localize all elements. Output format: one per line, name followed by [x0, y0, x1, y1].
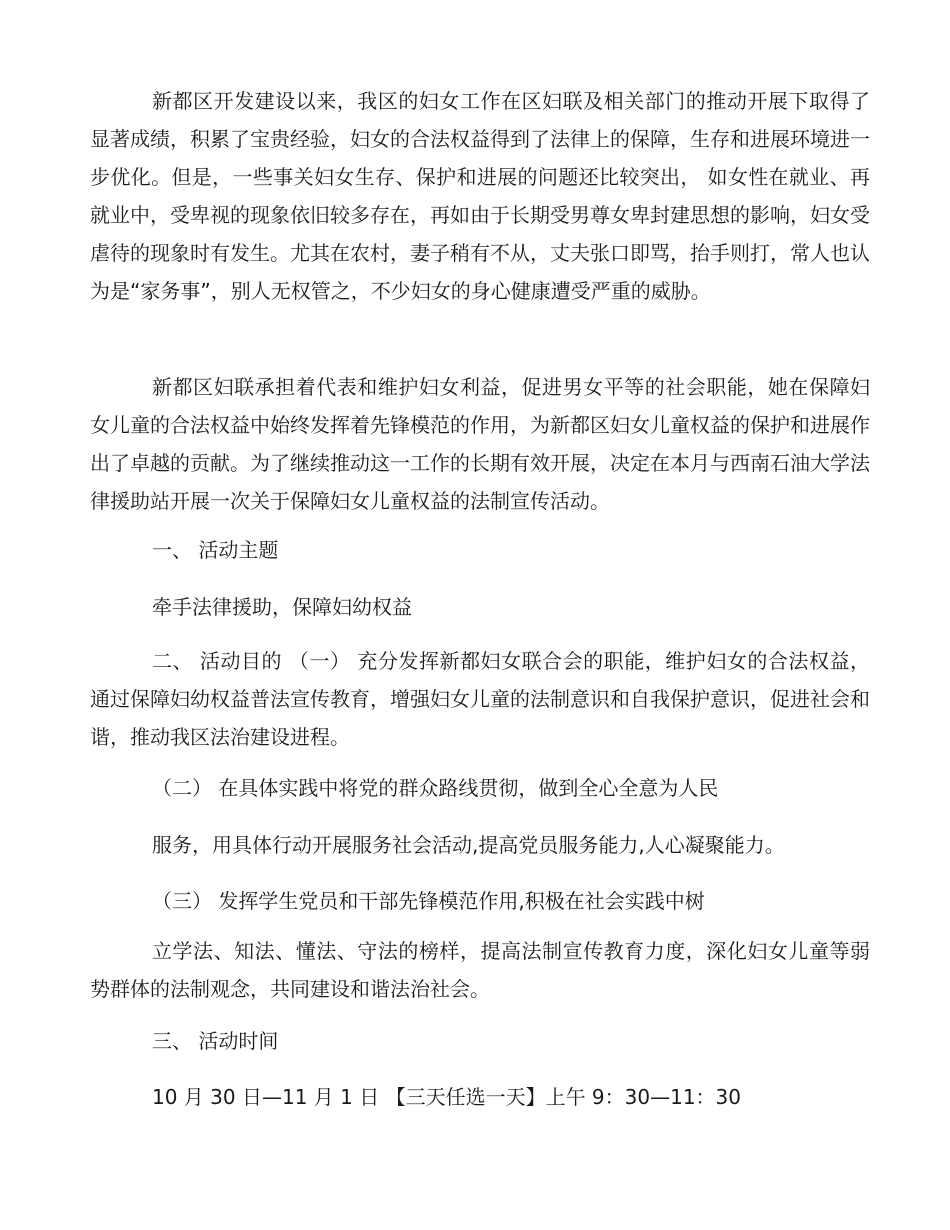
theme-text: 牵手法律援助，保障妇幼权益	[152, 595, 412, 619]
goal-three-line-2: 立学法、知法、懂法、守法的榜样，提高法制宣传教育力度，深化妇女儿童等弱势群体的法制观念，共同建设和谐法治社会。	[90, 939, 870, 1001]
activity-time-text: 10 月 30 日—11 月 1 日 【三天任选一天】上午 9：30—11：30	[152, 1085, 742, 1109]
goal-two-line-1: （二） 在具体实践中将党的群众路线贯彻，做到全心全意为人民	[152, 776, 719, 800]
section-heading-theme: 一、 活动主题	[152, 538, 279, 562]
section-heading-time: 三、 活动时间	[152, 1029, 279, 1053]
paragraph-background: 新都区开发建设以来，我区的妇女工作在区妇联及相关部门的推动开展下取得了显著成绩，积累了宝贵经验，妇女的合法权益得到了法律上的保障，生存和进展环境进一步优化。但是，一些事关妇女生存、保护和进展的问题还比较突出， 如女性在就业、再就业中，受卑视的现象依旧较多存在，再如由于长期受男尊女卑封建思想的影响，妇女受虐待的现象时有发生。尤其在农村，妻子稍有不从，丈夫张口即骂，抬手则打，常人也认为是“家务事”，别人无权管之，不少妇女的身心健康遭受严重的威胁。	[90, 89, 870, 303]
goal-three-line-1: （三） 发挥学生党员和干部先锋模范作用,积极在社会实践中树	[152, 889, 705, 913]
section-heading-goals: 二、 活动目的 （一） 充分发挥新都妇女联合会的职能，维护妇女的合法权益，通过保障妇幼权益普法宣传教育，增强妇女儿童的法制意识和自我保护意识，促进社会和谐，推动我区法治建设进程。	[90, 649, 870, 749]
paragraph-activity-purpose-intro: 新都区妇联承担着代表和维护妇女利益，促进男女平等的社会职能，她在保障妇女儿童的合法权益中始终发挥着先锋模范的作用，为新都区妇女儿童权益的保护和进展作出了卓越的贡献。为了继续推动这一工作的长期有效开展，决定在本月与西南石油大学法律援助站开展一次关于保障妇女儿童权益的法制宣传活动。	[90, 375, 870, 513]
goal-two-line-2: 服务，用具体行动开展服务社会活动,提高党员服务能力,人心凝聚能力。	[152, 833, 785, 857]
